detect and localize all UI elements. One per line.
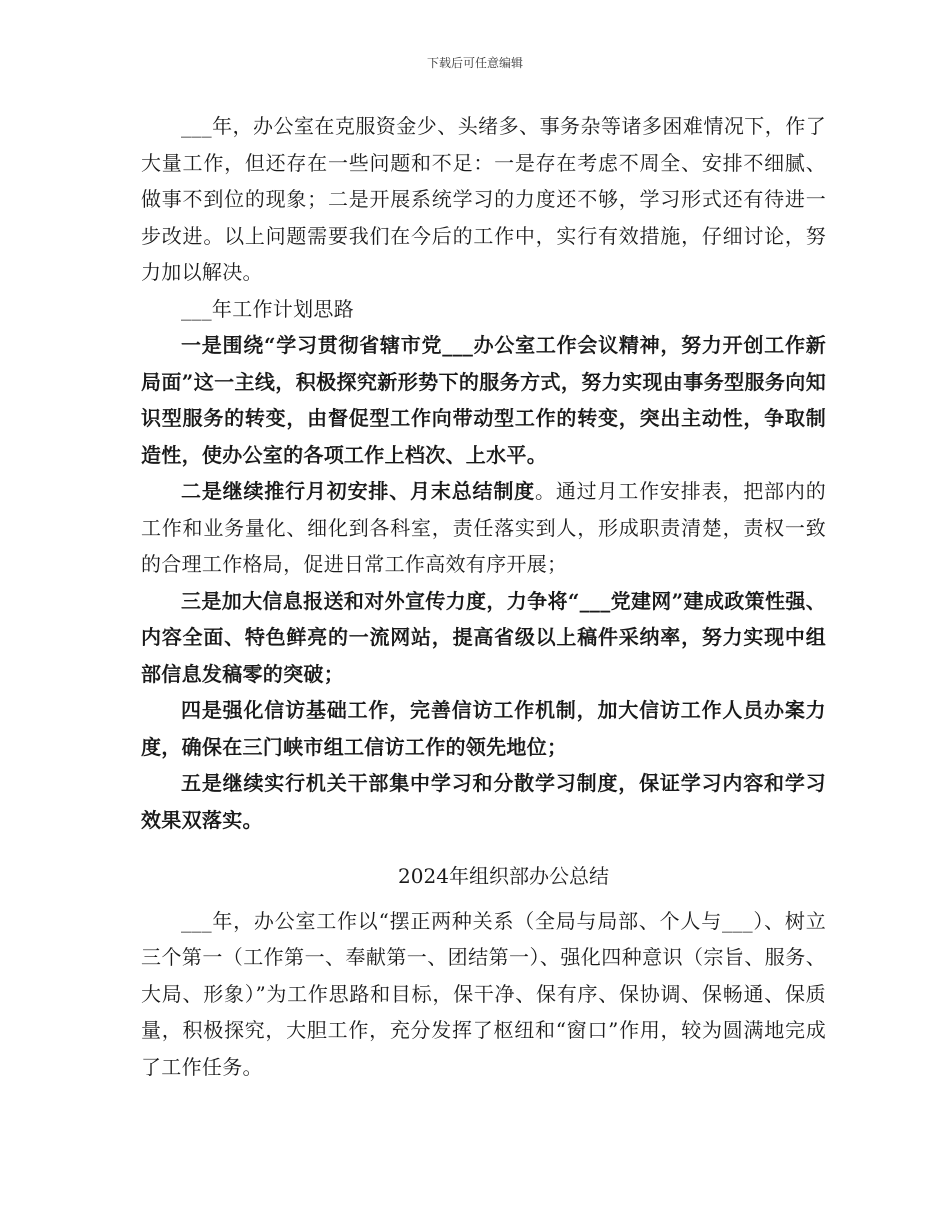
plan-item-2 [141,473,826,583]
plan-heading: ___年工作计划思路 [181,296,354,321]
plan-item-4: 四是强化信访基础工作，完善信访工作机制，加大信访工作人员办案力度，确保在三门峡市组工信访工作的领先地位； [141,698,826,759]
page-header-note: 下载后可任意编辑 [426,56,523,70]
plan-item-2-lead: 二是继续推行月初安排、月末总结制度 [181,479,535,503]
document-title: 2024年组织部办公总结 [398,864,609,888]
plan-item-5: 五是继续实行机关干部集中学习和分散学习制度，保证学习内容和学习效果双落实。 [141,771,826,832]
document-body [141,108,826,1085]
work-summary-paragraph: ___年，办公室工作以“摆正两种关系（全局与局部、个人与___）、树立三个第一（工作第一、奉献第一、团结第一）、强化四种意识（宗旨、服务、大局、形象）”为工作思路和目标，保干净、保有序、保协调、保畅通、保质量，积极探究，大胆工作，充分发挥了枢纽和“窗口”作用，较为圆满地完成了工作任务。 [141,908,826,1079]
summary-paragraph: ___年，办公室在克服资金少、头绪多、事务杂等诸多困难情况下，作了大量工作，但还存在一些问题和不足：一是存在考虑不周全、安排不细腻、做事不到位的现象；二是开展系统学习的力度还不够，学习形式还有待进一步改进。以上问题需要我们在今后的工作中，实行有效措施，仔细讨论，努力加以解决。 [141,114,826,284]
plan-item-1: 一是围绕“学习贯彻省辖市党___办公室工作会议精神，努力开创工作新局面”这一主线，积极探究新形势下的服务方式，努力实现由事务型服务向知识型服务的转变，由督促型工作向带动型工作的转变，突出主动性，争取制造性，使办公室的各项工作上档次、上水平。 [141,333,826,467]
plan-item-2-rest: 。通过月工作安排表，把部内的工作和业务量化、细化到各科室，责任落实到人，形成职责清楚，责权一致的合理工作格局，促进日常工作高效有序开展； [141,479,826,576]
plan-item-3: 三是加大信息报送和对外宣传力度，力争将“___党建网”建成政策性强、内容全面、特色鲜亮的一流网站，提高省级以上稿件采纳率，努力实现中组部信息发稿零的突破； [141,588,826,686]
